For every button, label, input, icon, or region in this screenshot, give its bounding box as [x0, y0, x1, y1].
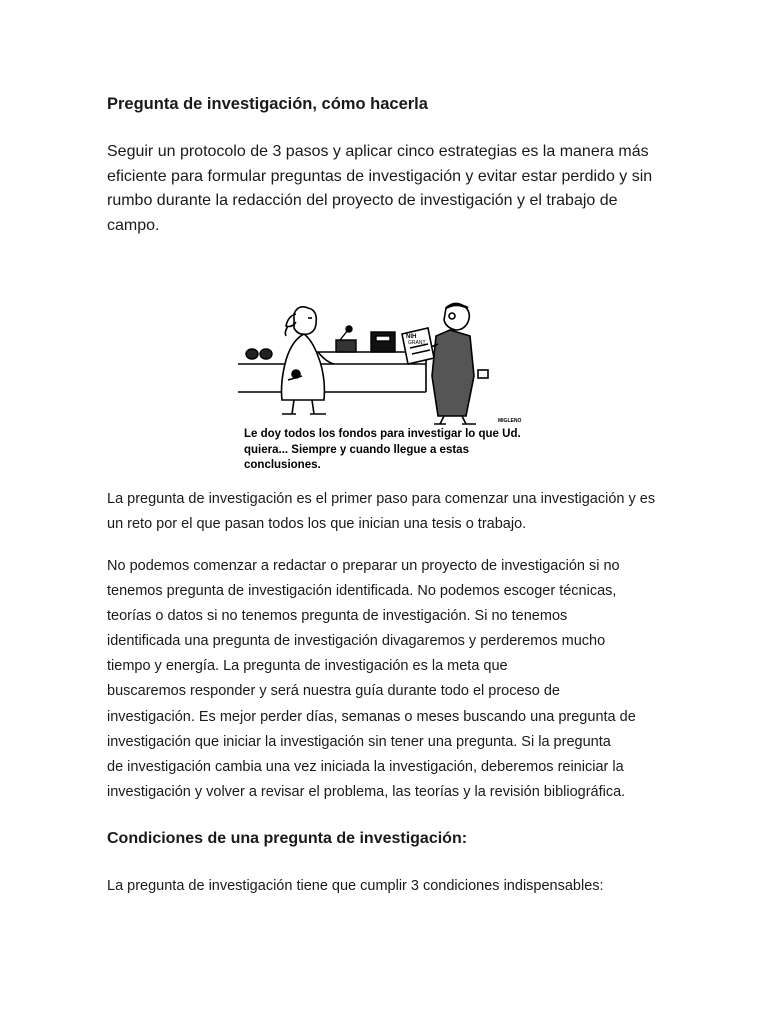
paragraph-2-line: No podemos comenzar a redactar o preparar un proyecto de investigación si no [107, 558, 620, 574]
cartoon-caption: Le doy todos los fondos para investigar lo que Ud. quiera... Siempre y cuando llegue a estas conclusiones. [244, 428, 521, 471]
paragraph-2 [107, 554, 667, 805]
paragraph-2-line: buscaremos responder y será nuestra guía durante todo el proceso de [107, 683, 560, 700]
artist-signature: MIGLENO [498, 418, 522, 424]
cartoon-illustration [236, 292, 528, 428]
document-title: Pregunta de investigación, cómo hacerla [107, 95, 428, 113]
paragraph-2-line: teorías o datos si no tenemos pregunta de investigación. Si no tenemos [107, 608, 568, 625]
sign-text-2: GRANT [408, 340, 426, 346]
paragraph-2-line: tiempo y energía. La pregunta de investigación es la meta que [107, 658, 508, 675]
paragraph-2-line: investigación que iniciar la investigación sin tener una pregunta. Si la pregunta [107, 733, 611, 750]
paragraph-2-line: tenemos pregunta de investigación identificada. No podemos escoger técnicas, [107, 583, 617, 600]
paragraph-2-line: de investigación cambia una vez iniciada la investigación, deberemos reiniciar la [107, 758, 624, 775]
paragraph-2-line: investigación y volver a revisar el problema, las teorías y la revisión bibliográfica. [107, 783, 626, 800]
scientist-figure [282, 307, 335, 414]
intro-paragraph: Seguir un protocolo de 3 pasos y aplicar cinco estrategias es la manera más eficiente para formular preguntas de investigación y evitar estar perdido y sin rumbo durante la redacción del proyecto de investigación y el trabajo de campo. [107, 143, 653, 234]
paragraph-3: La pregunta de investigación tiene que cumplir 3 condiciones indispensables: [107, 878, 604, 894]
paragraph-2-line: identificada una pregunta de investigación divagaremos y perderemos mucho [107, 633, 606, 650]
sign-text-1: NIH [406, 334, 417, 340]
paragraph-2-line: investigación. Es mejor perder días, semanas o meses buscando una pregunta de [107, 708, 636, 725]
section-heading: Condiciones de una pregunta de investigación: [107, 830, 468, 847]
paragraph-1: La pregunta de investigación es el primer paso para comenzar una investigación y es un reto por el que pasan todos los que inician una tesis o trabajo. [107, 491, 656, 532]
